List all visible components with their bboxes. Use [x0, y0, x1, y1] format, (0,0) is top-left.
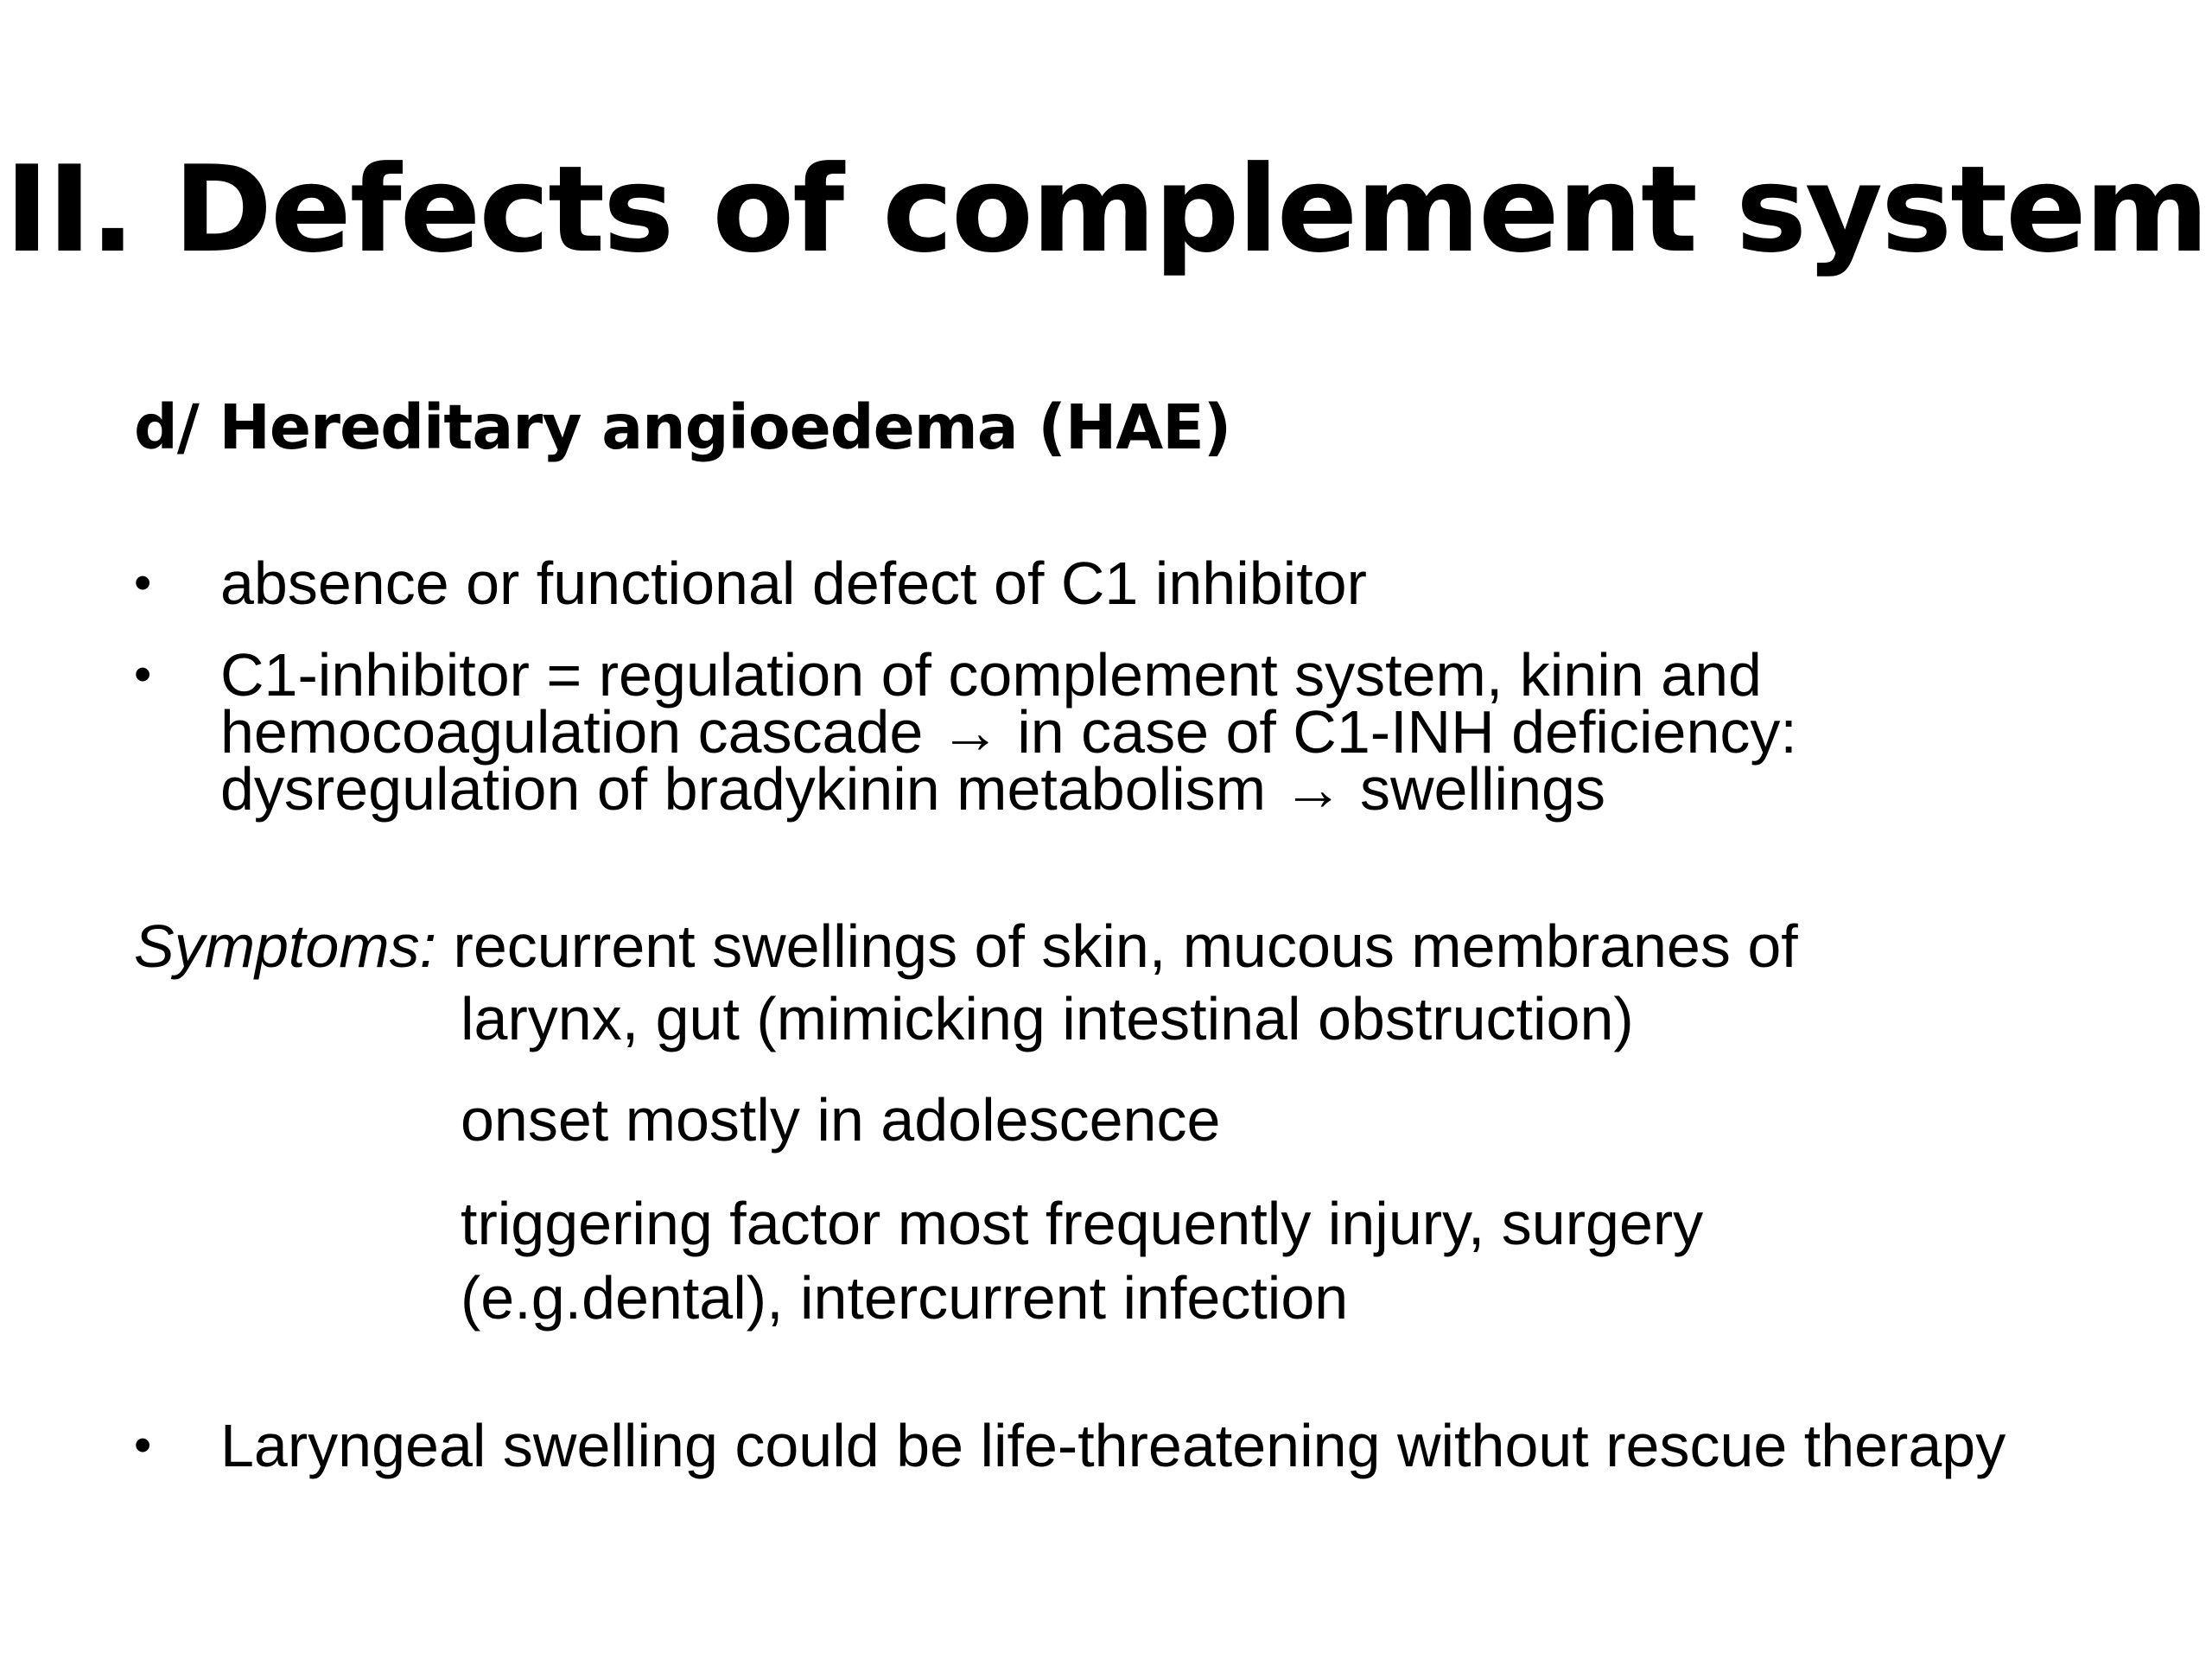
bullet-text: Laryngeal swelling could be life-threatening without rescue therapy [220, 1412, 2006, 1479]
symptoms-trigger-line: (e.g.dental), intercurrent infection [461, 1264, 1349, 1332]
symptoms-first-line [134, 909, 1798, 983]
symptoms-onset: onset mostly in adolescence [461, 1086, 1221, 1154]
slide-title: II. Defects of complement system [4, 140, 2208, 279]
symptoms-triggers [461, 1186, 1703, 1335]
bullet-text: absence or functional defect of C1 inhibitor [220, 550, 1367, 617]
section-subtitle: d/ Hereditary angioedema (HAE) [134, 391, 1231, 463]
bullet-line: dysregulation of bradykinin metabolism → swellings [220, 755, 1605, 823]
bullet-icon: • [134, 555, 152, 611]
bullet-text [220, 641, 1797, 823]
bullet-icon: • [134, 646, 152, 702]
bullet-line: hemocoagulation cascade → in case of C1-INH deficiency: [220, 698, 1797, 766]
bullet-line: C1-inhibitor = regulation of complement system, kinin and [220, 641, 1762, 709]
symptoms-trigger-line: triggering factor most frequently injury, surgery [461, 1190, 1704, 1257]
symptoms-label: Symptoms: [134, 912, 437, 980]
bullet-icon: • [134, 1417, 152, 1473]
symptoms-continuation: larynx, gut (mimicking intestinal obstruction) [461, 985, 1634, 1052]
symptoms-text: recurrent swellings of skin, mucous membranes of [436, 912, 1798, 980]
